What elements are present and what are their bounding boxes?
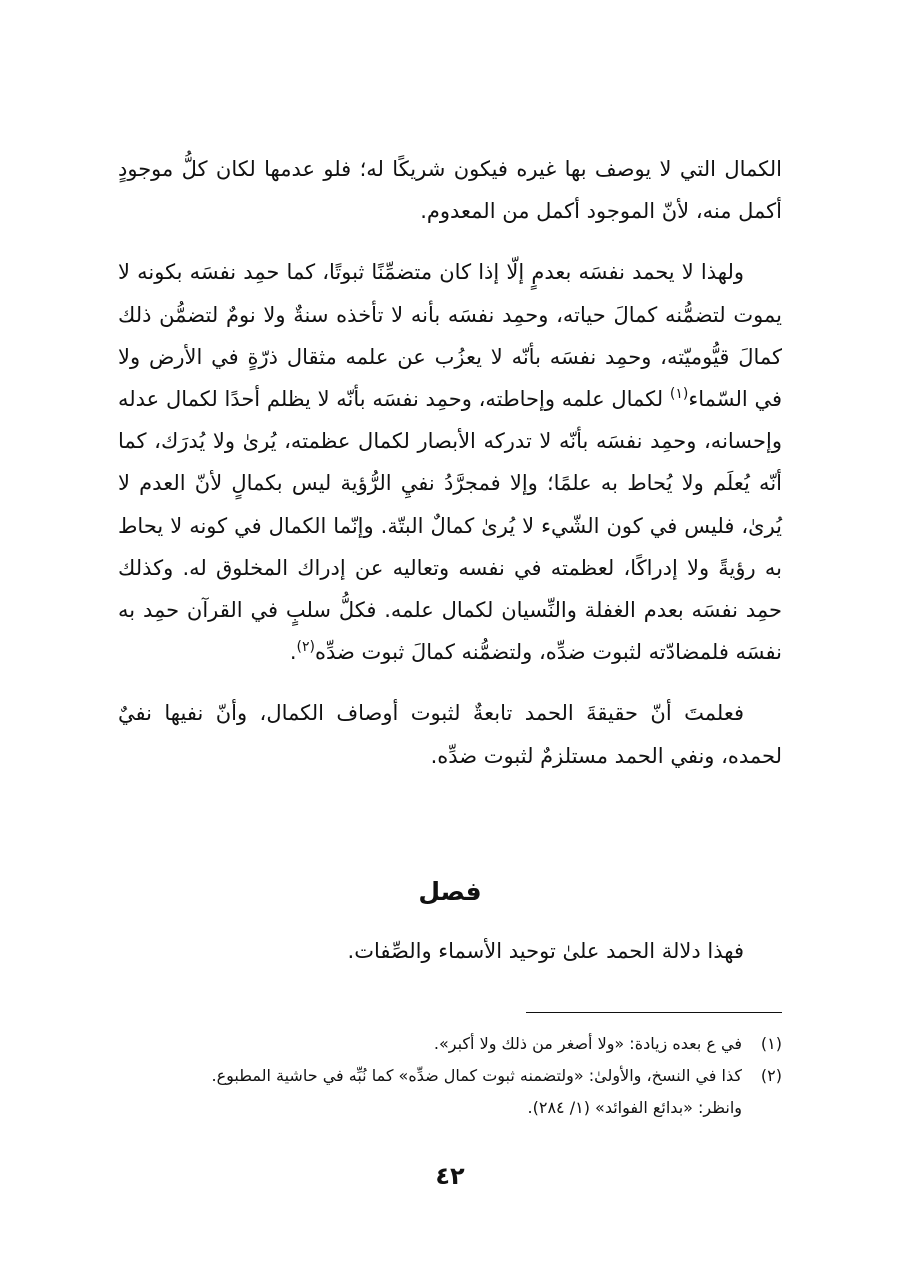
- footnote-ref-2[interactable]: (٢): [296, 639, 316, 656]
- paragraph-1-text: الكمال التي لا يوصف بها غيره فيكون شريكًا له؛ فلو عدمها لكان كلُّ موجودٍ أكمل منه، لأنّ الموجود أكمل من المعدوم.: [118, 157, 782, 224]
- footnote-separator: [526, 1012, 782, 1013]
- footnote-1-text: في ع بعده زيادة: «ولا أصغر من ذلك ولا أكبر».: [433, 1034, 742, 1053]
- footnote-2: [118, 1060, 782, 1092]
- footnote-1: [118, 1028, 782, 1060]
- footnote-2-continuation: وانظر: «بدائع الفوائد» (١/ ٢٨٤).: [527, 1098, 742, 1117]
- footnote-2-number: (٢): [760, 1066, 782, 1085]
- paragraph-3: [118, 692, 782, 776]
- paragraph-2-text-a: ولهذا لا يحمد نفسَه بعدمٍ إلّا إذا كان متضمِّنًا ثبوتًا، كما حمِد نفسَه بكونه لا يموت لتضمُّنه كمالَ حياته، وحمِد نفسَه بأنه لا تأخذه سنةٌ ولا نومٌ لتضمُّن ذلك كمالَ قيُّوميّته، وحمِد نفسَه بأنّه لا يعزُب عن علمه مثقال ذرّةٍ في الأرض ولا في السّماء: [118, 260, 782, 412]
- paragraph-2-text-b: لكمال علمه وإحاطته، وحمِد نفسَه بأنّه لا يظلم أحدًا لكمال عدله وإحسانه، وحمِد نفسَه بأنّه لا تدركه الأبصار لكمال عظمته، يُرىٰ ولا يُدرَك، كما أنّه يُعلَم ولا يُحاط به علمًا؛ وإلا فمجرَّدُ نفيِ الرُّؤية ليس بكمالٍ لأنّ العدم لا يُرىٰ، فليس في كون الشّيء لا يُرىٰ كمالٌ البتّة. وإنّما الكمال في كونه لا يحاط به رؤيةً ولا إدراكًا، لعظمته في نفسه وتعاليه عن إدراك المخلوق له. وكذلك حمِد نفسَه بعدم الغفلة والنِّسيان لكمال علمه. فكلُّ سلبٍ في القرآن حمِد به نفسَه فلمضادّته لثبوت ضدِّه، ولتضمُّنه كمالَ ثبوت ضدِّه: [118, 387, 782, 665]
- footnotes: [118, 1028, 782, 1124]
- section-heading: فصل: [418, 877, 482, 906]
- main-text: [118, 148, 782, 796]
- paragraph-2: [118, 251, 782, 673]
- page-number: ٤٢: [435, 1162, 465, 1190]
- footnote-2-text: كذا في النسخ، والأولىٰ: «ولتضمنه ثبوت كمال ضدِّه» كما نُبِّه في حاشية المطبوع.: [211, 1066, 742, 1085]
- paragraph-2-end: .: [289, 640, 297, 665]
- section-intro: فهذا دلالة الحمد علىٰ توحيد الأسماء والصِّفات.: [347, 939, 744, 963]
- footnote-1-number: (١): [760, 1034, 782, 1053]
- paragraph-3-text: فعلمتَ أنّ حقيقةَ الحمد تابعةٌ لثبوت أوصاف الكمال، وأنّ نفيها نفيٌ لحمده، ونفي الحمد مستلزمٌ لثبوت ضدِّه.: [118, 701, 782, 768]
- footnote-ref-1[interactable]: (١): [669, 386, 689, 403]
- paragraph-1: [118, 148, 782, 232]
